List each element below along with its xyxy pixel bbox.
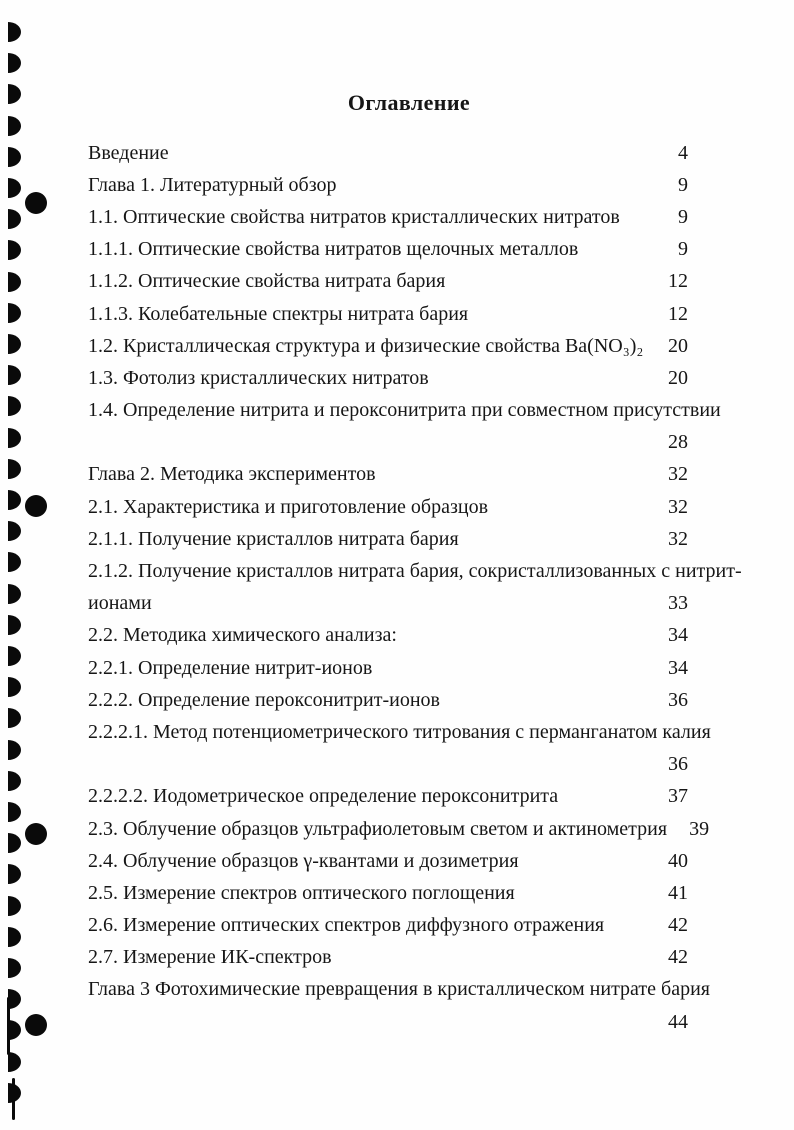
toc-entry-page-number: 12 bbox=[668, 270, 688, 293]
toc-entry-text: 2.1. Характеристика и приготовление образцов bbox=[88, 495, 489, 518]
toc-row bbox=[88, 652, 688, 684]
toc-entry-text: 1.3. Фотолиз кристаллических нитратов bbox=[88, 366, 429, 389]
toc-row bbox=[88, 362, 688, 394]
binding-mark bbox=[8, 303, 21, 323]
punch-dot bbox=[25, 192, 47, 214]
punch-dot bbox=[25, 495, 47, 517]
toc-row bbox=[88, 749, 688, 781]
binding-mark bbox=[8, 365, 21, 385]
toc-row bbox=[88, 620, 688, 652]
binding-mark bbox=[8, 833, 21, 853]
binding-marks bbox=[0, 0, 64, 1130]
toc-entry-page-number: 34 bbox=[668, 624, 688, 647]
toc-entry-text: ионами bbox=[88, 592, 152, 615]
toc-entry-text: 1.1.1. Оптические свойства нитратов щелочных металлов bbox=[88, 238, 579, 261]
toc-entry-page-number: 33 bbox=[668, 592, 688, 615]
toc-entry-text: 1.1. Оптические свойства нитратов кристаллических нитратов bbox=[88, 205, 620, 228]
toc-entry-page-number: 39 bbox=[689, 817, 710, 840]
toc-row bbox=[88, 555, 742, 587]
toc-row bbox=[88, 459, 688, 491]
toc-row bbox=[88, 298, 688, 330]
binding-mark bbox=[8, 1020, 21, 1040]
toc-entry-text: 2.2.1. Определение нитрит-ионов bbox=[88, 656, 373, 679]
toc-entry-page-number: 9 bbox=[678, 205, 688, 228]
page-title: Оглавление bbox=[347, 90, 471, 115]
toc-entry-text: Глава 3 Фотохимические превращения в кристаллическом нитрате бария bbox=[88, 978, 710, 1001]
binding-mark bbox=[8, 84, 21, 104]
toc-entry-page-number: 32 bbox=[668, 495, 688, 518]
binding-mark bbox=[8, 22, 21, 42]
binding-mark bbox=[8, 396, 21, 416]
binding-mark bbox=[8, 646, 21, 666]
toc-entry-page-number: 40 bbox=[668, 849, 688, 872]
toc-entry-text: Глава 1. Литературный обзор bbox=[88, 173, 337, 196]
binding-mark bbox=[8, 708, 21, 728]
binding-mark bbox=[8, 53, 21, 73]
binding-mark bbox=[8, 896, 21, 916]
toc-entry-text: 2.6. Измерение оптических спектров диффузного отражения bbox=[88, 914, 605, 937]
toc-entry-page-number: 32 bbox=[668, 463, 688, 486]
toc-entry-text: 2.1.2. Получение кристаллов нитрата бария, сокристаллизованных с нитрит- bbox=[88, 560, 742, 583]
toc-row bbox=[88, 266, 688, 298]
toc-entry-text: 2.1.1. Получение кристаллов нитрата бария bbox=[88, 527, 459, 550]
binding-mark bbox=[8, 240, 21, 260]
table-of-contents bbox=[88, 90, 742, 1038]
toc-entry-text: 2.2. Методика химического анализа: bbox=[88, 624, 397, 647]
binding-mark bbox=[8, 584, 21, 604]
binding-mark bbox=[8, 1052, 21, 1072]
toc-row bbox=[88, 523, 688, 555]
toc-entry-page-number: 28 bbox=[668, 431, 688, 454]
punch-dot bbox=[25, 1014, 47, 1036]
toc-entry-page-number: 36 bbox=[668, 753, 688, 776]
toc-entry-page-number: 9 bbox=[678, 173, 688, 196]
toc-row bbox=[88, 137, 688, 169]
toc-entry-text: 2.2.2. Определение пероксонитрит-ионов bbox=[88, 688, 440, 711]
binding-mark bbox=[8, 864, 21, 884]
toc-row bbox=[88, 877, 688, 909]
binding-mark bbox=[8, 677, 21, 697]
toc-row bbox=[88, 1006, 688, 1038]
toc-entry-page-number: 9 bbox=[678, 238, 688, 261]
toc-row bbox=[88, 716, 711, 748]
toc-entry-page-number: 20 bbox=[668, 334, 688, 357]
toc-entry-page-number: 20 bbox=[668, 366, 688, 389]
binding-mark bbox=[8, 459, 21, 479]
toc-entry-page-number: 36 bbox=[668, 688, 688, 711]
toc-row bbox=[88, 491, 688, 523]
punch-dot bbox=[25, 823, 47, 845]
binding-mark bbox=[8, 428, 21, 448]
toc-entry-page-number: 12 bbox=[668, 302, 688, 325]
binding-mark bbox=[8, 927, 21, 947]
binding-mark bbox=[8, 334, 21, 354]
toc-entry-text: 2.5. Измерение спектров оптического поглощения bbox=[88, 881, 515, 904]
binding-mark bbox=[8, 989, 21, 1009]
binding-mark bbox=[8, 209, 21, 229]
toc-entry-text: 1.1.3. Колебательные спектры нитрата бария bbox=[88, 302, 469, 325]
toc-entry-text: Глава 2. Методика экспериментов bbox=[88, 463, 376, 486]
binding-mark bbox=[8, 116, 21, 136]
binding-mark bbox=[8, 740, 21, 760]
toc-row bbox=[88, 201, 688, 233]
toc-entry-page-number: 42 bbox=[668, 946, 688, 969]
toc-entry-page-number: 37 bbox=[668, 785, 688, 808]
toc-entry-page-number: 34 bbox=[668, 656, 688, 679]
toc-row bbox=[88, 942, 688, 974]
toc-row bbox=[88, 845, 688, 877]
toc-entry-page-number: 41 bbox=[668, 881, 688, 904]
toc-row bbox=[88, 588, 688, 620]
binding-mark bbox=[8, 178, 21, 198]
toc-entry-page-number: 42 bbox=[668, 914, 688, 937]
toc-row bbox=[88, 395, 721, 427]
binding-mark bbox=[8, 272, 21, 292]
toc-entry-page-number: 32 bbox=[668, 527, 688, 550]
toc-row bbox=[88, 910, 688, 942]
binding-mark bbox=[8, 771, 21, 791]
toc-row bbox=[88, 684, 688, 716]
binding-mark bbox=[8, 147, 21, 167]
toc-rows bbox=[88, 137, 742, 1038]
toc-row bbox=[88, 234, 688, 266]
binding-mark bbox=[8, 521, 21, 541]
toc-entry-text: 2.7. Измерение ИК-спектров bbox=[88, 946, 332, 969]
binding-mark bbox=[8, 802, 21, 822]
toc-entry-text: 1.4. Определение нитрита и пероксонитрита при совместном присутствии bbox=[88, 399, 721, 422]
toc-entry-text: 2.4. Облучение образцов γ-квантами и дозиметрия bbox=[88, 849, 519, 872]
binding-mark bbox=[8, 958, 21, 978]
toc-entry-text: 2.2.2.2. Иодометрическое определение пероксонитрита bbox=[88, 785, 559, 808]
toc-row bbox=[88, 330, 688, 362]
toc-row bbox=[88, 813, 710, 845]
binding-mark bbox=[8, 490, 21, 510]
toc-entry-text: 1.2. Кристаллическая структура и физические свойства Ba(NO₃)₂ bbox=[88, 334, 644, 357]
toc-row bbox=[88, 781, 688, 813]
toc-entry-text: 2.2.2.1. Метод потенциометрического титрования с перманганатом калия bbox=[88, 720, 711, 743]
toc-row bbox=[88, 169, 688, 201]
toc-entry-text: 2.3. Облучение образцов ультрафиолетовым светом и актинометрия bbox=[88, 817, 668, 840]
binding-mark bbox=[8, 1083, 21, 1103]
toc-row bbox=[88, 427, 688, 459]
toc-entry-text: Введение bbox=[88, 141, 169, 164]
binding-mark bbox=[8, 615, 21, 635]
toc-entry-page-number: 44 bbox=[668, 1010, 688, 1033]
toc-entry-text: 1.1.2. Оптические свойства нитрата бария bbox=[88, 270, 446, 293]
binding-mark bbox=[8, 552, 21, 572]
toc-row bbox=[88, 974, 710, 1006]
toc-entry-page-number: 4 bbox=[678, 141, 688, 164]
